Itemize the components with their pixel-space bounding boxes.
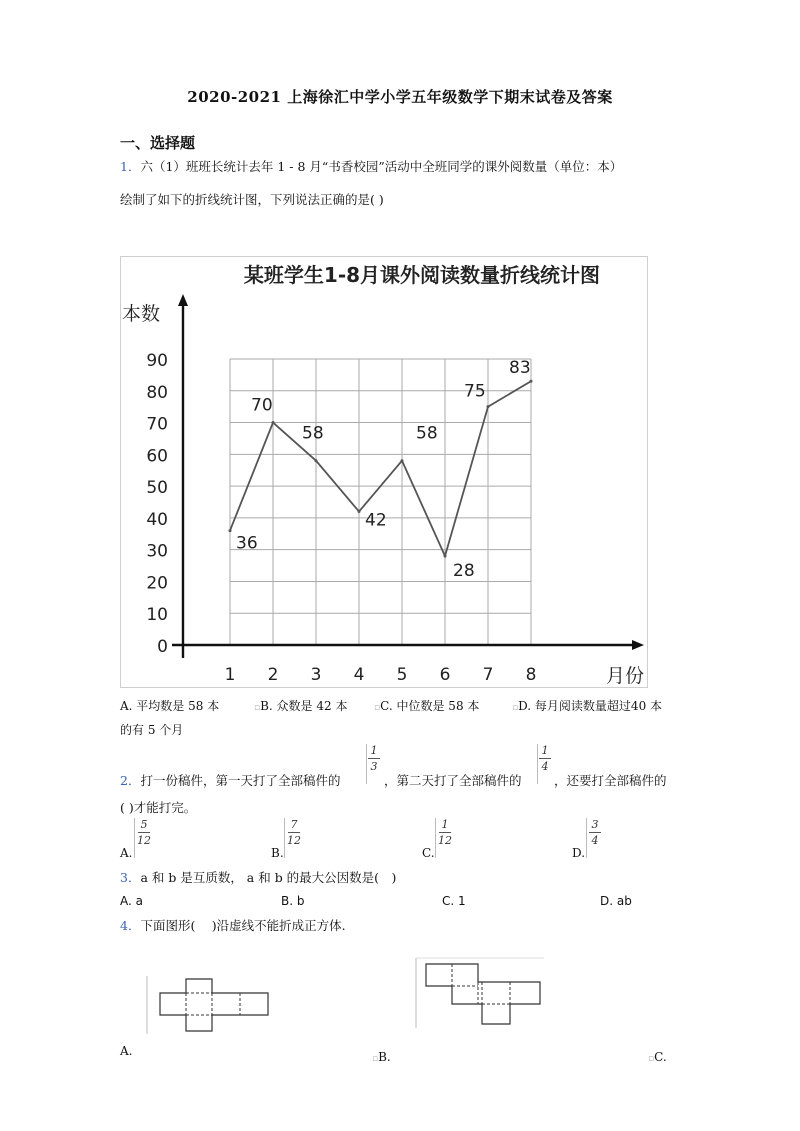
fraction-bar bbox=[368, 758, 380, 759]
data-point bbox=[358, 510, 361, 513]
x-tick-label: 1 bbox=[224, 665, 236, 685]
q2-option-c-label[interactable]: C. bbox=[422, 846, 435, 860]
y-tick-label: 60 bbox=[146, 446, 168, 467]
question-3-number: 3． bbox=[120, 870, 141, 885]
document-title: 2020-2021 上海徐汇中学小学五年级数学下期末试卷及答案 bbox=[187, 88, 613, 106]
q1-option-b-label: B. 众数是 42 本 bbox=[260, 699, 348, 713]
cube-net-b-image[interactable] bbox=[414, 956, 550, 1030]
bullet-dot-icon: ▫ bbox=[512, 703, 519, 713]
fraction-numerator: 3 bbox=[591, 818, 599, 831]
question-2-text-a: 打一份稿件，第一天打了全部稿件的 bbox=[140, 773, 341, 788]
x-tick-label: 3 bbox=[310, 665, 322, 685]
bullet-dot-icon: ▫ bbox=[372, 1054, 379, 1064]
data-point bbox=[229, 529, 232, 532]
fraction-denominator: 12 bbox=[137, 834, 151, 847]
q4-option-c[interactable] bbox=[648, 1050, 667, 1064]
question-4 bbox=[120, 916, 346, 934]
data-label: 42 bbox=[365, 510, 387, 531]
data-label: 83 bbox=[509, 358, 531, 379]
question-4-text: 下面图形( )沿虚线不能折成正方体. bbox=[140, 918, 346, 933]
fraction-denominator: 4 bbox=[541, 760, 549, 773]
fraction-numerator: 5 bbox=[140, 818, 148, 831]
q3-option-c[interactable]: C. 1 bbox=[442, 894, 466, 908]
fraction-denominator: 12 bbox=[287, 834, 301, 847]
x-tick-label: 5 bbox=[396, 665, 408, 685]
q3-option-a[interactable]: A. a bbox=[120, 894, 143, 908]
q3-option-b[interactable]: B. b bbox=[281, 894, 305, 908]
data-point bbox=[487, 405, 490, 408]
data-point bbox=[444, 555, 447, 558]
fraction-denominator: 4 bbox=[591, 834, 599, 847]
data-label: 75 bbox=[464, 381, 486, 402]
fraction-bar bbox=[138, 832, 150, 833]
fraction-numerator: 1 bbox=[541, 744, 549, 757]
q2-option-c-fraction[interactable] bbox=[438, 818, 452, 847]
y-tick-label: 80 bbox=[146, 382, 168, 403]
fraction-numerator: 1 bbox=[441, 818, 449, 831]
y-tick-label: 30 bbox=[146, 541, 168, 562]
data-label: 70 bbox=[251, 395, 273, 416]
fraction-bar bbox=[589, 832, 601, 833]
data-label: 58 bbox=[302, 423, 324, 444]
x-tick-label: 8 bbox=[525, 665, 537, 685]
q1-option-d-continued: 的有 5 个月 bbox=[120, 723, 184, 737]
q2-option-d-label[interactable]: D. bbox=[572, 846, 586, 860]
fraction-denominator: 12 bbox=[438, 834, 452, 847]
q1-option-c[interactable] bbox=[374, 697, 479, 714]
q4-option-b[interactable] bbox=[372, 1050, 391, 1064]
y-tick-label: 90 bbox=[146, 351, 168, 371]
data-point bbox=[272, 421, 275, 424]
q1-option-b[interactable] bbox=[254, 697, 347, 714]
q1-option-a[interactable]: A. 平均数是 58 本 bbox=[120, 699, 220, 713]
question-2-text-b: ，第二天打了全部稿件的 bbox=[384, 773, 522, 788]
fraction-one-third bbox=[368, 744, 380, 773]
bullet-dot-icon: ▫ bbox=[254, 703, 261, 713]
y-tick-label: 40 bbox=[146, 509, 168, 530]
fraction-border bbox=[537, 744, 538, 784]
q3-option-d[interactable]: D. ab bbox=[600, 894, 632, 908]
fraction-border bbox=[134, 818, 135, 858]
x-tick-label: 6 bbox=[439, 665, 451, 685]
fraction-bar bbox=[439, 832, 451, 833]
chart-svg bbox=[120, 256, 648, 688]
q4-option-c-label: C. bbox=[654, 1050, 667, 1064]
question-3 bbox=[120, 868, 396, 886]
q2-option-b-label[interactable]: B. bbox=[271, 846, 284, 860]
reading-line-chart bbox=[120, 256, 648, 688]
data-label: 58 bbox=[416, 423, 438, 444]
q4-option-b-label: B. bbox=[378, 1050, 391, 1064]
data-point bbox=[401, 459, 404, 462]
fraction-denominator: 3 bbox=[370, 760, 378, 773]
q2-option-b-fraction[interactable] bbox=[287, 818, 301, 847]
q2-option-a-label[interactable]: A. bbox=[120, 846, 133, 860]
data-point bbox=[315, 459, 318, 462]
fraction-bar bbox=[288, 832, 300, 833]
x-tick-label: 4 bbox=[353, 665, 365, 685]
q4-option-a[interactable]: A. bbox=[120, 1044, 133, 1058]
fraction-numerator: 7 bbox=[290, 818, 298, 831]
fraction-border bbox=[435, 818, 436, 858]
data-label: 28 bbox=[453, 561, 475, 582]
question-3-text: a 和 b 是互质数， a 和 b 的最大公因数是( ) bbox=[140, 870, 397, 885]
section-heading: 一、选择题 bbox=[120, 134, 196, 152]
data-point bbox=[530, 380, 533, 383]
q1-option-c-label: C. 中位数是 58 本 bbox=[380, 699, 480, 713]
cube-net-a-image[interactable] bbox=[146, 974, 272, 1036]
question-1-line2: 绘制了如下的折线统计图，下列说法正确的是( ) bbox=[120, 192, 384, 207]
fraction-border bbox=[366, 744, 367, 784]
question-1 bbox=[120, 157, 622, 175]
bullet-dot-icon: ▫ bbox=[648, 1054, 655, 1064]
question-1-line1: 六（1）班班长统计去年 1 - 8 月“书香校园”活动中全班同学的课外阅数量（单位：本） bbox=[140, 159, 623, 174]
x-axis-label: 月份 bbox=[606, 665, 645, 687]
x-tick-label: 2 bbox=[267, 665, 279, 685]
chart-title: 某班学生1-8月课外阅读数量折线统计图 bbox=[243, 263, 601, 287]
fraction-one-fourth bbox=[539, 744, 551, 773]
question-2-line2: ( )才能打完。 bbox=[120, 800, 197, 815]
y-tick-label: 10 bbox=[146, 605, 168, 626]
fraction-border bbox=[284, 818, 285, 858]
fraction-bar bbox=[539, 758, 551, 759]
q1-option-d[interactable] bbox=[512, 697, 662, 714]
q2-option-a-fraction[interactable] bbox=[137, 818, 151, 847]
y-tick-label: 70 bbox=[146, 414, 168, 435]
question-2-number: 2． bbox=[120, 773, 141, 788]
question-4-number: 4． bbox=[120, 918, 141, 933]
question-2-text-c: ，还要打全部稿件的 bbox=[554, 773, 667, 788]
question-2 bbox=[120, 771, 340, 789]
bullet-dot-icon: ▫ bbox=[374, 703, 381, 713]
question-1-number: 1． bbox=[120, 159, 141, 174]
data-label: 36 bbox=[236, 533, 258, 554]
fraction-numerator: 1 bbox=[370, 744, 378, 757]
q2-option-d-fraction[interactable] bbox=[589, 818, 601, 847]
y-tick-label: 50 bbox=[146, 478, 168, 499]
y-tick-label: 20 bbox=[146, 573, 168, 594]
y-axis-label: 本数 bbox=[122, 303, 161, 325]
q1-option-d-label: D. 每月阅读数量超过40 本 bbox=[518, 699, 663, 713]
fraction-border bbox=[586, 818, 587, 858]
chart-frame bbox=[121, 257, 648, 688]
y-tick-label: 0 bbox=[157, 637, 168, 657]
x-tick-label: 7 bbox=[482, 665, 494, 685]
